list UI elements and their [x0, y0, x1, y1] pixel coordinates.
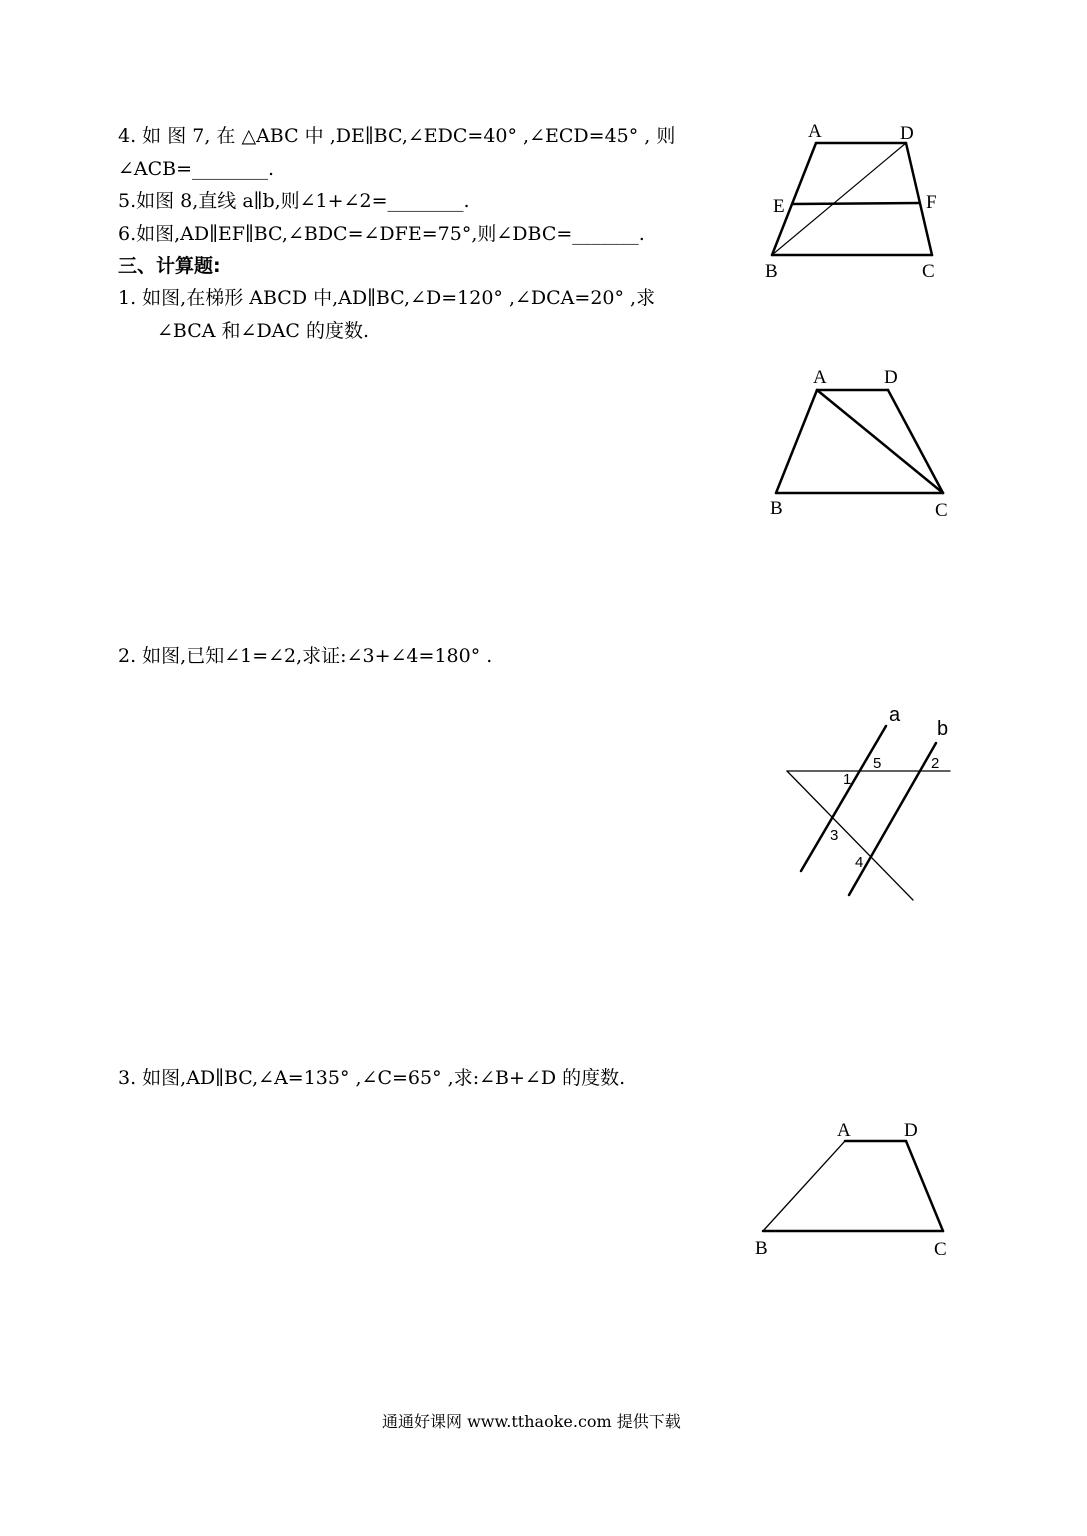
label-a: a	[889, 704, 901, 726]
angle-label-4: 4	[855, 854, 864, 871]
footer-text: 通通好课网 www.tthaoke.com 提供下载	[382, 1412, 681, 1431]
angle-label-5: 5	[873, 755, 882, 772]
section-3-heading: 三、计算题:	[118, 255, 221, 277]
question-4-line-2: ∠ACB=________.	[118, 158, 275, 180]
calc-question-3: 3. 如图,AD∥BC,∠A=135° ,∠C=65° ,求:∠B+∠D 的度数.	[118, 1067, 626, 1089]
label-b: b	[937, 718, 949, 740]
label-a: A	[808, 121, 822, 142]
label-b: B	[765, 261, 778, 282]
question-5: 5.如图 8,直线 a∥b,则∠1+∠2=________.	[118, 190, 470, 212]
calc-question-1-line-2: ∠BCA 和∠DAC 的度数.	[157, 320, 370, 342]
label-d: D	[904, 1120, 918, 1141]
calc-question-1-line-1: 1. 如图,在梯形 ABCD 中,AD∥BC,∠D=120° ,∠DCA=20° ,求	[118, 287, 656, 309]
label-d: D	[900, 123, 914, 144]
angle-label-1: 1	[843, 771, 852, 788]
segment-ab	[763, 1141, 845, 1231]
label-c: C	[922, 261, 935, 282]
question-6: 6.如图,AD∥EF∥BC,∠BDC=∠DFE=75°,则∠DBC=_______.	[118, 223, 645, 245]
label-a: A	[837, 1120, 851, 1141]
label-e: E	[773, 196, 785, 217]
label-c: C	[934, 1239, 947, 1260]
label-a: A	[813, 367, 827, 388]
angle-label-3: 3	[830, 827, 839, 844]
label-b: B	[770, 498, 783, 519]
angle-label-2: 2	[931, 755, 940, 772]
label-d: D	[884, 367, 898, 388]
segment-dc	[906, 1141, 943, 1231]
label-f: F	[926, 192, 937, 213]
label-c: C	[935, 500, 948, 521]
label-b: B	[755, 1238, 768, 1259]
calc-question-2: 2. 如图,已知∠1=∠2,求证:∠3+∠4=180° .	[118, 645, 493, 667]
question-4-line-1: 4. 如 图 7, 在 △ABC 中 ,DE∥BC,∠EDC=40° ,∠ECD=45° , 则	[118, 125, 676, 147]
